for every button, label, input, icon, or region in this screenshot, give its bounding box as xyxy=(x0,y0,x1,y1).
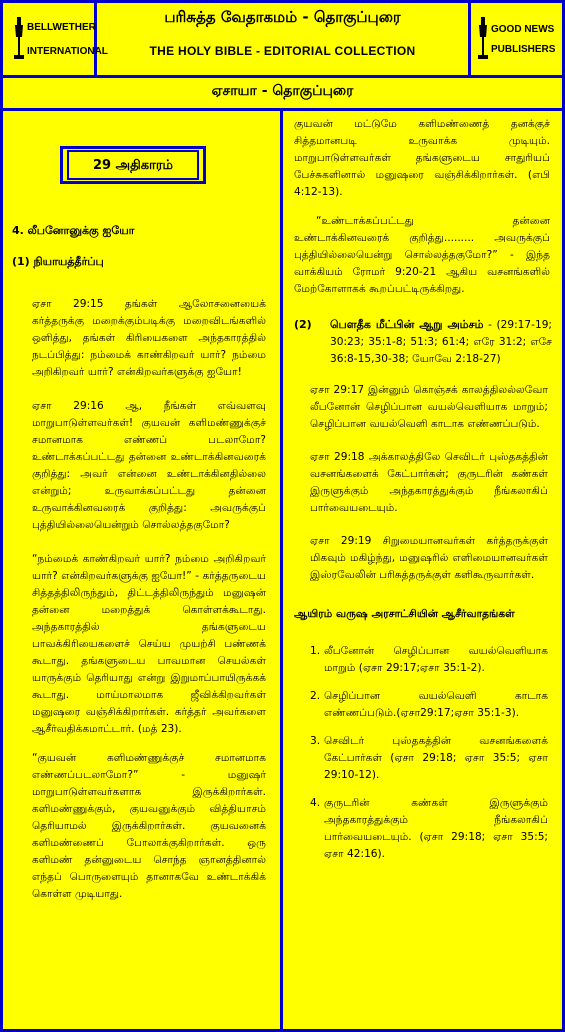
left-column xyxy=(12,112,274,903)
subsection-heading: (1) நியாயத்தீர்ப்பு xyxy=(12,255,104,268)
title-tamil: பரிசுத்த வேதாகமம் - தொகுப்புரை xyxy=(164,8,401,26)
verse-paragraph: ஏசா 29:16 ஆ, நீங்கள் எவ்வளவு மாறுபாடுள்ளவர்கள்! குயவன் களிமண்ணுக்குச் சமானமாக எண்ணப் படலாமோ? உண்டாக்கப்பட்டது தன்னை உண்டாக்கினவரைக் குறித்து: அவர் என்னை உண்டாக்கினதில்லை என்றும்; உருவாக்கப்பட்டது தன்னை உருவாக்கினவரைக் குறித்து: அவருக்குப் புத்தியில்லையென்றும் சொல்லத்தகுமோ? xyxy=(32,400,266,531)
good-news-line1: GOOD NEWS xyxy=(491,24,555,35)
blessings-heading: ஆயிரம் வருஷ அரசாட்சியின் ஆசீர்வாதங்கள் xyxy=(294,608,515,620)
column-divider xyxy=(280,110,283,1032)
right-column xyxy=(290,112,558,874)
commentary-paragraph: “உண்டாக்கப்பட்டது தன்னை உண்டாக்கினவரைக் குறித்து......... அவருக்குப் புத்தியில்லையென்று சொல்லத்தகுமோ?” - இந்த வாக்கியம் ரோமர் 9:20-21 ஆகிய வசனங்களில் மேற்கோளாகக் கூறப்பட்டிருக்கிறது. xyxy=(294,215,550,295)
good-news-logo xyxy=(468,3,562,75)
commentary-paragraph: “குயவன் களிமண்ணுக்குச் சமானமாக எண்ணப்படலாமோ?” - மனுஷர் மாறுபாடுள்ளவர்களாக இருக்கிறார்கள். களிமண்ணுக்கும், குயவனுக்கும் வித்தியாசம் தெரியாமல் இருக்கிறார்கள். குயவனைக் களிமண்ணைப் போலாக்குகிறார்கள். ஒரு களிமண் தன்னுடைய சொந்த ஞானத்தினால் எந்தப் பொருளையும் தானாகவே உண்டாக்கிக் கொள்ள முடியாது. xyxy=(32,752,266,900)
verse-paragraph: ஏசா 29:15 தங்கள் ஆலோசனையைக் கர்த்தருக்கு மறைக்கும்படிக்கு மறைவிடங்களில் ஒளித்து, தங்கள் கிரியைகளை அந்தகாரத்தில் நடப்பித்து: நம்மைக் காண்கிறவர் யார்? நம்மை அறிகிறவர் யார்? என்கிறவர்களுக்கு ஐயோ! xyxy=(32,298,266,378)
commentary-paragraph: “நம்மைக் காண்கிறவர் யார்? நம்மை அறிகிறவர் யார்? என்கிறவர்களுக்கு ஐயோ!” - கர்த்தருடைய சித்தத்திலிருந்தும், திட்டத்திலிருந்தும் மனுஷன் தன்னை மறைத்துக் கொள்ளக்கூடாது. அந்தகாரத்தில் தங்களுடைய பாவக்கிரியைகளைச் செய்ய முயற்சி பண்ணக் கூடாது. தங்களுடைய பாவமான செயல்கள் யாருக்கும் தெரியாது என்று இறுமாப்பாயிருக்கக் கூடாது. மாய்மாலமாக ஜீவிக்கிறவர்கள் மனுஷரை வஞ்சிக்கிறார்கள். கர்த்தர் அவர்களை ஆசீர்வதிக்கமாட்டார். (மத் 23). xyxy=(32,553,266,735)
verse-paragraph: ஏசா 29:17 இன்னும் கொஞ்சக் காலத்திலல்லவோ லீபனோன் செழிப்பான வயல்வெளியாக மாறும்; செழிப்பான வயல்வெளி காடாக எண்ணப்படும். xyxy=(310,384,548,430)
header-divider xyxy=(0,75,565,78)
blessings-list xyxy=(290,643,548,863)
verse-paragraph: ஏசா 29:18 அக்காலத்திலே செவிடர் புஸ்தகத்தின் வசனங்களைக் கேட்பார்கள்; குருடரின் கண்கள் இருளுக்கும் அந்தகாரத்துக்கும் நீங்கலாகிப் பார்வையடையும். xyxy=(310,451,548,514)
chapter-box xyxy=(60,146,206,184)
page-subtitle: ஏசாயா - தொகுப்புரை xyxy=(211,83,354,99)
title-english: THE HOLY BIBLE - EDITORIAL COLLECTION xyxy=(149,44,416,58)
bellwether-logo xyxy=(3,3,108,75)
commentary-paragraph: குயவன் மட்டுமே களிமண்ணைத் தனக்குச் சித்தமானபடி உருவாக்க முடியும். மாறுபாடுள்ளவர்கள் தங்களுடைய சாதுரியப் பேச்சுகளினால் மனுஷரை வஞ்சிக்கிறார்கள். (எபி 4:12-13). xyxy=(294,118,550,198)
good-news-line2: PUBLISHERS xyxy=(491,44,556,55)
lamp-icon xyxy=(477,17,489,61)
lamp-icon xyxy=(13,17,25,61)
verse-paragraph: ஏசா 29:19 சிறுமையானவர்கள் கர்த்தருக்குள் மிகவும் மகிழ்ந்து, மனுஷரில் எளிமையானவர்கள் இஸ்ரவேலின் பரிசுத்தருக்குள் களிகூருவார்கள். xyxy=(310,535,548,581)
heading-title: பௌதீக மீட்பின் ஆறு அம்சம் xyxy=(330,318,484,331)
list-item: 4. குருடரின் கண்கள் இருளுக்கும் அந்தகாரத்துக்கும் நீங்கலாகிப் பார்வையடையும். (ஏசா 29:18; ஏசா 35:5; ஏசா 42:16). xyxy=(310,797,548,860)
section-heading: 4. லீபனோனுக்கு ஐயோ xyxy=(12,224,135,237)
bellwether-line2: INTERNATIONAL xyxy=(27,46,108,57)
list-item: 1. லீபனோன் செழிப்பான வயல்வெளியாக மாறும் (ஏசா 29:17;ஏசா 35:1-2). xyxy=(310,645,548,674)
list-item: 3. செவிடர் புஸ்தகத்தின் வசனங்களைக் கேட்பார்கள் (ஏசா 29:18; ஏசா 35:5; ஏசா 29:10-12). xyxy=(310,735,548,781)
bellwether-line1: BELLWETHER xyxy=(27,22,96,33)
chapter-label: 29 அதிகாரம் xyxy=(67,150,199,180)
list-item: 2. செழிப்பான வயல்வெளி காடாக எண்ணப்படும்.(ஏசா29:17;ஏசா 35:1-3). xyxy=(310,690,548,719)
heading-number: (2) xyxy=(294,318,312,331)
heading-refs: - (29:17-19; 30:23; 35:1-8; 51:3; 61:4; எரே 31:2; எசே 36:8-15,30-38; யோவே 2:18-27) xyxy=(330,319,552,365)
subsection-heading xyxy=(294,316,552,368)
